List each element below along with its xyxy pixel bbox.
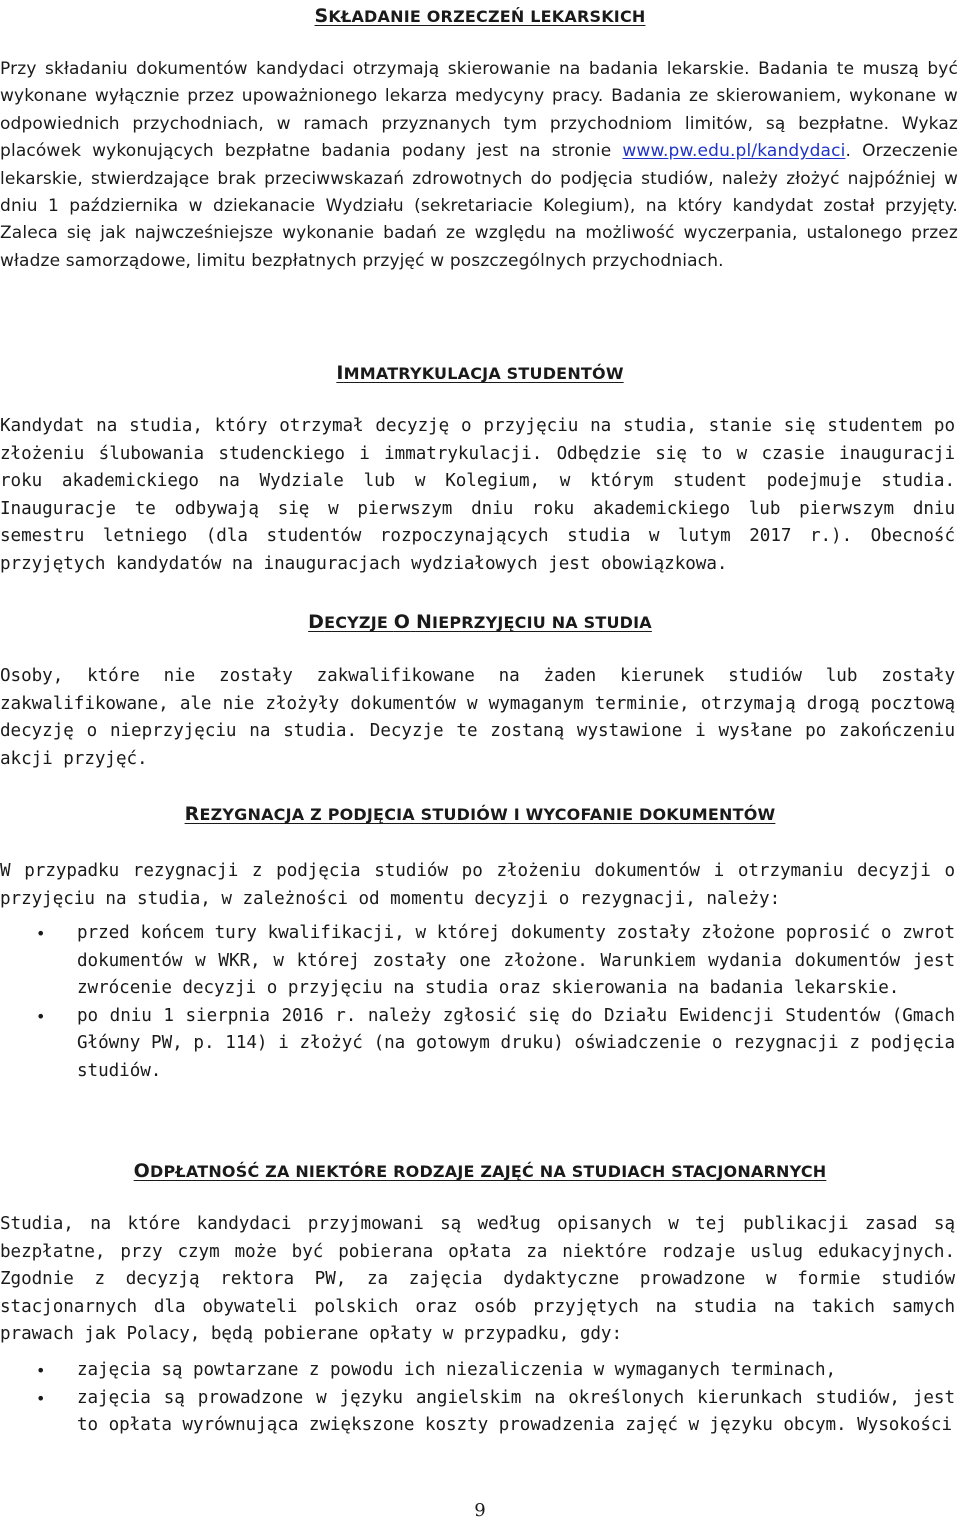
heading-initial-3: N	[415, 611, 433, 633]
heading-rest: ECYZJE	[324, 613, 394, 632]
heading-initial: I	[336, 362, 344, 384]
paragraph-text: Przy składaniu dokumentów kandydaci otrzymają skierowanie na badania lekarskie. Badania te muszą być wykonane wyłącznie przez upoważnionego lekarza medycyny pracy. Badania ze skierowaniem, wykonane w odpowiednich przychodniach, w ramach przyznanych tym przychodniom limitów, są bezpłatne. Wykaz placówek wykonujących bezpłatne badania podany jest na stronie	[0, 59, 958, 162]
kandydaci-link[interactable]: www.pw.edu.pl/kandydaci	[622, 141, 846, 162]
list-item-text: po dniu 1 sierpnia 2016 r. należy zgłosić się do Działu Ewidencji Studentów (Gmach Główny PW, p. 114) i złożyć (na gotowym druku) oświadczenie o rezygnacji z podjęcia studiów.	[77, 1005, 955, 1081]
heading-initial: R	[184, 803, 200, 825]
list-item-text: zajęcia są powtarzane z powodu ich niezaliczenia w wymaganych terminach,	[77, 1360, 837, 1380]
bullet-icon: •	[36, 924, 46, 943]
bullet-icon: •	[36, 1388, 46, 1408]
section-heading-decyzje	[0, 611, 960, 633]
bullet-icon: •	[36, 1006, 46, 1026]
paragraph-immatrykulacja: Kandydat na studia, który otrzymał decyzję o przyjęciu na studia, stanie się studentem po złożeniu ślubowania studenckiego i immatrykulacji. Odbędzie się to w czasie inauguracji roku akademickiego na Wydziale lub w Kolegium, w którym student podejmuje studia. Inauguracje te odbywają się w pierwszym dniu roku akademickiego lub pierwszym dniu semestru letniego (dla studentów rozpoczynających studia w lutym 2017 r.). Obecność przyjętych kandydatów na inauguracjach wydziałowych jest obowiązkowa.	[0, 416, 955, 574]
bullet-icon: •	[36, 1361, 46, 1380]
paragraph-decyzje: Osoby, które nie zostały zakwalifikowane na żaden kierunek studiów lub zostały zakwalifikowane, ale nie złożyły dokumentów w wymaganym terminie, otrzymają drogą pocztową decyzję o nieprzyjęciu na studia. Decyzje te zostaną wystawione i wysłane po zakończeniu akcji przyjęć.	[0, 666, 955, 769]
heading-initial-2: O	[393, 611, 411, 633]
section-heading-odplatnosc	[0, 1160, 960, 1182]
bullet-list-odplatnosc	[0, 1357, 955, 1440]
heading-initial: O	[133, 1160, 150, 1182]
list-item-text: przed końcem tury kwalifikacji, w której dokumenty zostały złożone poprosić o zwrot dokumentów w WKR, w której zostały one złożone. Warunkiem wydania dokumentów jest zwrócenie decyzji o przyjęciu na studia oraz skierowania na badania lekarskie.	[77, 923, 955, 999]
heading-initial: S	[314, 5, 329, 27]
heading-rest: MMATRYKULACJA STUDENTÓW	[343, 364, 624, 383]
bullet-list-rezygnacja	[0, 920, 955, 1086]
heading-rest-3: IEPRZYJĘCIU NA STUDIA	[432, 613, 652, 632]
heading-initial: D	[308, 611, 325, 633]
heading-rest: EZYGNACJA Z PODJĘCIA STUDIÓW I WYCOFANIE DOKUMENTÓW	[199, 805, 776, 824]
heading-rest: KŁADANIE ORZECZEŃ LEKARSKICH	[328, 7, 646, 26]
paragraph-rezygnacja: W przypadku rezygnacji z podjęcia studiów po złożeniu dokumentów i otrzymaniu decyzji o przyjęciu na studia, w zależności od momentu decyzji o rezygnacji, należy:	[0, 861, 955, 909]
list-item	[0, 1385, 955, 1440]
paragraph-odplatnosc: Studia, na które kandydaci przyjmowani są według opisanych w tej publikacji zasad są bezpłatne, przy czym może być pobierana opłata za niektóre rodzaje uslug edukacyjnych. Zgodnie z decyzją rektora PW, za zajęcia dydaktyczne prowadzone w formie studiów stacjonarnych dla obywateli polskich oraz osób przyjętych na studia na takich samych prawach jak Polacy, będą pobierane opłaty w przypadku, gdy:	[0, 1214, 955, 1345]
section-heading-orzeczenia	[0, 5, 960, 27]
list-item	[0, 1003, 955, 1086]
list-item	[0, 920, 955, 1003]
section-heading-immatrykulacja	[0, 362, 960, 384]
heading-rest: DPŁATNOŚĆ ZA NIEKTÓRE RODZAJE ZAJĘĆ NA STUDIACH STACJONARNYCH	[150, 1162, 827, 1181]
section-heading-rezygnacja	[0, 803, 960, 825]
list-item-text: zajęcia są prowadzone w języku angielskim na określonych kierunkach studiów, jest to opłata wyrównująca zwiększone koszty prowadzenia zajęć w języku obcym. Wysokości	[77, 1387, 955, 1436]
paragraph-text-continued: . Orzeczenie lekarskie, stwierdzające brak przeciwwskazań zdrowotnych do podjęcia studiów, należy złożyć najpóźniej w dniu 1 października w dziekanacie Wydziału (sekretariacie Kolegium), na który kandydat został przyjęty. Zaleca się jak najwcześniejsze wykonanie badań ze względu na możliwość wyczerpania, ustalonego przez władze samorządowe, limitu bezpłatnych przyjęć w poszczególnych przychodniach.	[0, 141, 959, 271]
page-number: 9	[474, 1500, 486, 1521]
paragraph-orzeczenia	[0, 56, 958, 275]
list-item	[0, 1357, 955, 1385]
